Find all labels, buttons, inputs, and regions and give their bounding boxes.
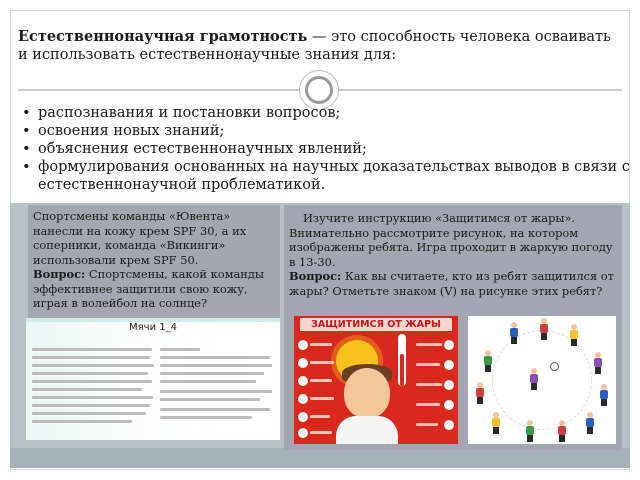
bottom-bar [10, 448, 630, 468]
worksheet-text-line [32, 420, 132, 423]
worksheet-image [26, 318, 280, 440]
child-figure [556, 420, 567, 442]
poster-tip-icon [444, 420, 454, 430]
worksheet-text-line [32, 404, 150, 407]
child-figure [568, 324, 579, 346]
poster-tip-line [310, 431, 332, 434]
worksheet-title: Мячи 1_4 [129, 322, 177, 333]
poster-tip-line [416, 423, 438, 426]
poster-tip-icon [444, 380, 454, 390]
ball-icon [550, 362, 559, 371]
poster-tip-icon [444, 340, 454, 350]
heat-protection-poster [294, 316, 458, 444]
poster-tip-icon [298, 376, 308, 386]
poster-tip-icon [298, 428, 308, 438]
task-left-panel [28, 205, 280, 318]
poster-tip-icon [298, 340, 308, 350]
bullet-item: • освоения новых знаний; [20, 122, 630, 140]
boy-shirt [336, 416, 398, 444]
title-term: Естественнонаучная грамотность [18, 28, 308, 45]
bullet-item: • объяснения естественнонаучных явлений; [20, 140, 630, 158]
child-figure [538, 318, 549, 340]
playing-children-image [468, 316, 616, 444]
poster-tip-line [416, 383, 442, 386]
worksheet-text-line [32, 348, 152, 351]
bullet-list [20, 104, 630, 194]
worksheet-text-line [160, 398, 260, 401]
worksheet-text-line [160, 372, 264, 375]
worksheet-text-line [160, 408, 270, 411]
worksheet-text-line [160, 380, 256, 383]
task-left-question [33, 267, 275, 311]
child-figure [598, 384, 609, 406]
child-figure [508, 322, 519, 344]
task-right-question [289, 269, 617, 298]
worksheet-text-line [32, 364, 154, 367]
worksheet-text-line [160, 416, 252, 419]
child-figure [482, 350, 493, 372]
poster-tip-line [310, 361, 334, 364]
child-figure [474, 382, 485, 404]
worksheet-text-line [32, 396, 153, 399]
child-figure [524, 420, 535, 442]
task-right-text: Изучите инструкцию «Защитимся от жары». Внимательно рассмотрите рисунок, на котором изображены ребята. Игра проходит в жаркую погоду в 13-30. [289, 211, 613, 269]
question-label: Вопрос: [289, 269, 342, 283]
poster-banner: ЗАЩИТИМСЯ ОТ ЖАРЫ [300, 318, 452, 331]
title-definition: — это способность человека осваивать и использовать естественнонаучные знания для: [18, 29, 611, 63]
worksheet-text-line [32, 356, 150, 359]
poster-tip-line [310, 343, 332, 346]
worksheet-text-line [32, 412, 146, 415]
worksheet-text-line [32, 388, 142, 391]
question-label: Вопрос: [33, 267, 86, 281]
poster-tip-line [310, 397, 334, 400]
poster-tip-icon [298, 412, 308, 422]
poster-tip-icon [298, 358, 308, 368]
bullet-item: • формулирования основанных на научных доказательствах выводов в связи с естественнонаучной проблематикой. [20, 158, 630, 194]
worksheet-text-line [160, 356, 270, 359]
poster-tip-line [310, 415, 330, 418]
thermometer-icon [398, 334, 406, 386]
worksheet-text-line [160, 348, 200, 351]
child-figure [528, 368, 539, 390]
child-figure [490, 412, 501, 434]
poster-tip-line [416, 363, 440, 366]
poster-tip-icon [444, 360, 454, 370]
child-figure [584, 412, 595, 434]
worksheet-text-line [160, 364, 272, 367]
question-text: Спортсмены, какой команды эффективнее защитили свою кожу, играя в волейбол на солнце? [33, 267, 264, 310]
worksheet-text-line [32, 372, 148, 375]
poster-tip-line [416, 403, 440, 406]
task-left-text: Спортсмены команды «Ювента» нанесли на кожу крем SPF 30, а их соперники, команда «Викинги» использовали крем SPF 50. [33, 209, 247, 267]
poster-tip-line [416, 343, 442, 346]
bullet-item: • распознавания и постановки вопросов; [20, 104, 630, 122]
question-text: Как вы считаете, кто из ребят защитился от жары? Отметьте знаком (V) на рисунке этих ребят? [289, 269, 614, 298]
worksheet-text-line [160, 390, 272, 393]
poster-tip-line [310, 379, 332, 382]
poster-tip-icon [298, 394, 308, 404]
poster-tip-icon [444, 400, 454, 410]
worksheet-text-line [32, 380, 152, 383]
boy-face [344, 368, 390, 418]
child-figure [592, 352, 603, 374]
